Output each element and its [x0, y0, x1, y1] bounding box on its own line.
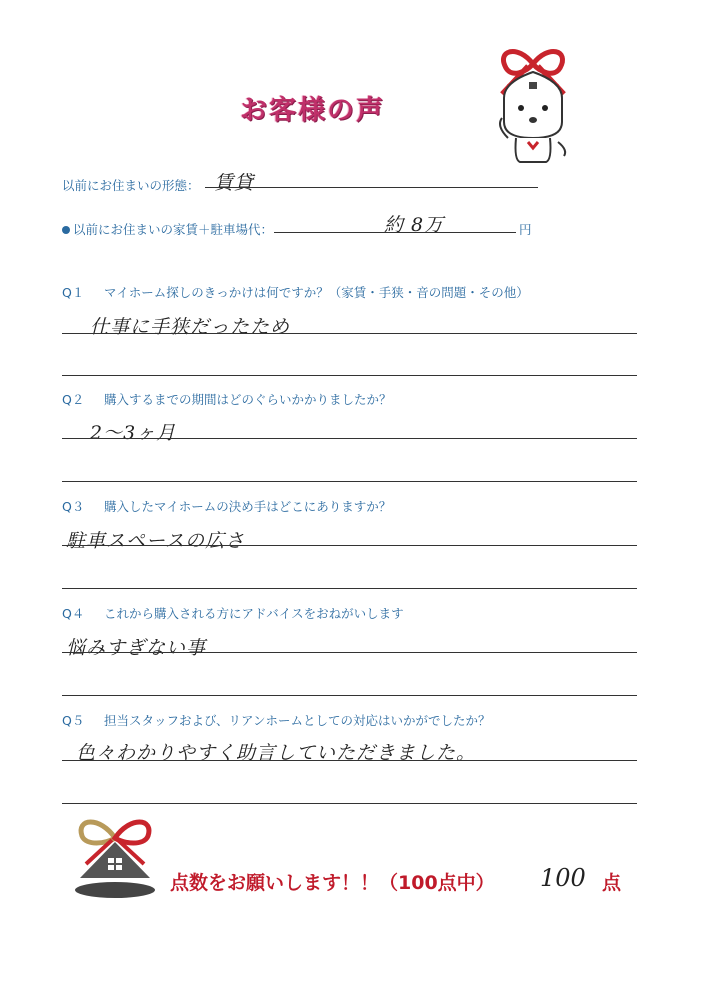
question-number: Q２: [62, 392, 85, 407]
answer-line: [62, 760, 637, 761]
answer-line: [62, 438, 637, 439]
answer-5: 色々わかりやすく助言していただきました。: [76, 742, 477, 764]
answer-line: [62, 588, 637, 589]
question-4: [62, 604, 404, 622]
question-number: Q３: [62, 499, 85, 514]
previous-housing-label: 以前にお住まいの形態：: [62, 178, 200, 193]
answer-1: 仕事に手狭だったため: [90, 316, 291, 338]
rent-value: 約 8万: [384, 214, 445, 236]
question-3: [62, 497, 391, 515]
question-text: 購入するまでの期間はどのぐらいかかりましたか？: [104, 392, 392, 407]
answer-line: [62, 545, 637, 546]
answer-4: 悩みすぎない事: [66, 637, 207, 659]
score-value: 100: [540, 864, 586, 892]
previous-housing-underline: [205, 187, 538, 188]
answer-2: 2〜3ヶ月: [90, 422, 177, 444]
rent-underline: [274, 232, 516, 233]
score-label: 点数をお願いします！！（100点中）: [170, 872, 495, 894]
question-5: [62, 711, 491, 729]
page-title: お客様の声: [240, 95, 385, 126]
previous-housing-value: 賃貸: [214, 172, 255, 194]
rent-label: [62, 220, 273, 238]
question-1: [62, 283, 529, 301]
question-text: 担当スタッフおよび、リアンホームとしての対応はいかがでしたか？: [104, 713, 491, 728]
answer-line: [62, 333, 637, 334]
answer-line: [62, 481, 637, 482]
bullet-icon: [62, 226, 70, 234]
question-number: Q５: [62, 713, 85, 728]
rent-unit: 円: [519, 222, 532, 237]
question-text: 購入したマイホームの決め手はどこにありますか？: [104, 499, 392, 514]
rent-label-text: 以前にお住まいの家賃＋駐車場代：: [73, 222, 274, 237]
question-number: Q１: [62, 285, 85, 300]
answer-line: [62, 695, 637, 696]
ribbon-house-logo-icon: [70, 812, 160, 902]
house-mascot-icon: [488, 42, 578, 167]
score-unit: 点: [602, 872, 622, 894]
question-number: Q４: [62, 606, 85, 621]
question-text: マイホーム探しのきっかけは何ですか？（家賃・手狭・音の問題・その他）: [104, 285, 529, 300]
answer-line: [62, 803, 637, 804]
answer-line: [62, 375, 637, 376]
answer-3: 駐車スペースの広さ: [66, 530, 246, 552]
question-2: [62, 390, 392, 408]
question-text: これから購入される方にアドバイスをおねがいします: [104, 606, 404, 621]
answer-line: [62, 652, 637, 653]
